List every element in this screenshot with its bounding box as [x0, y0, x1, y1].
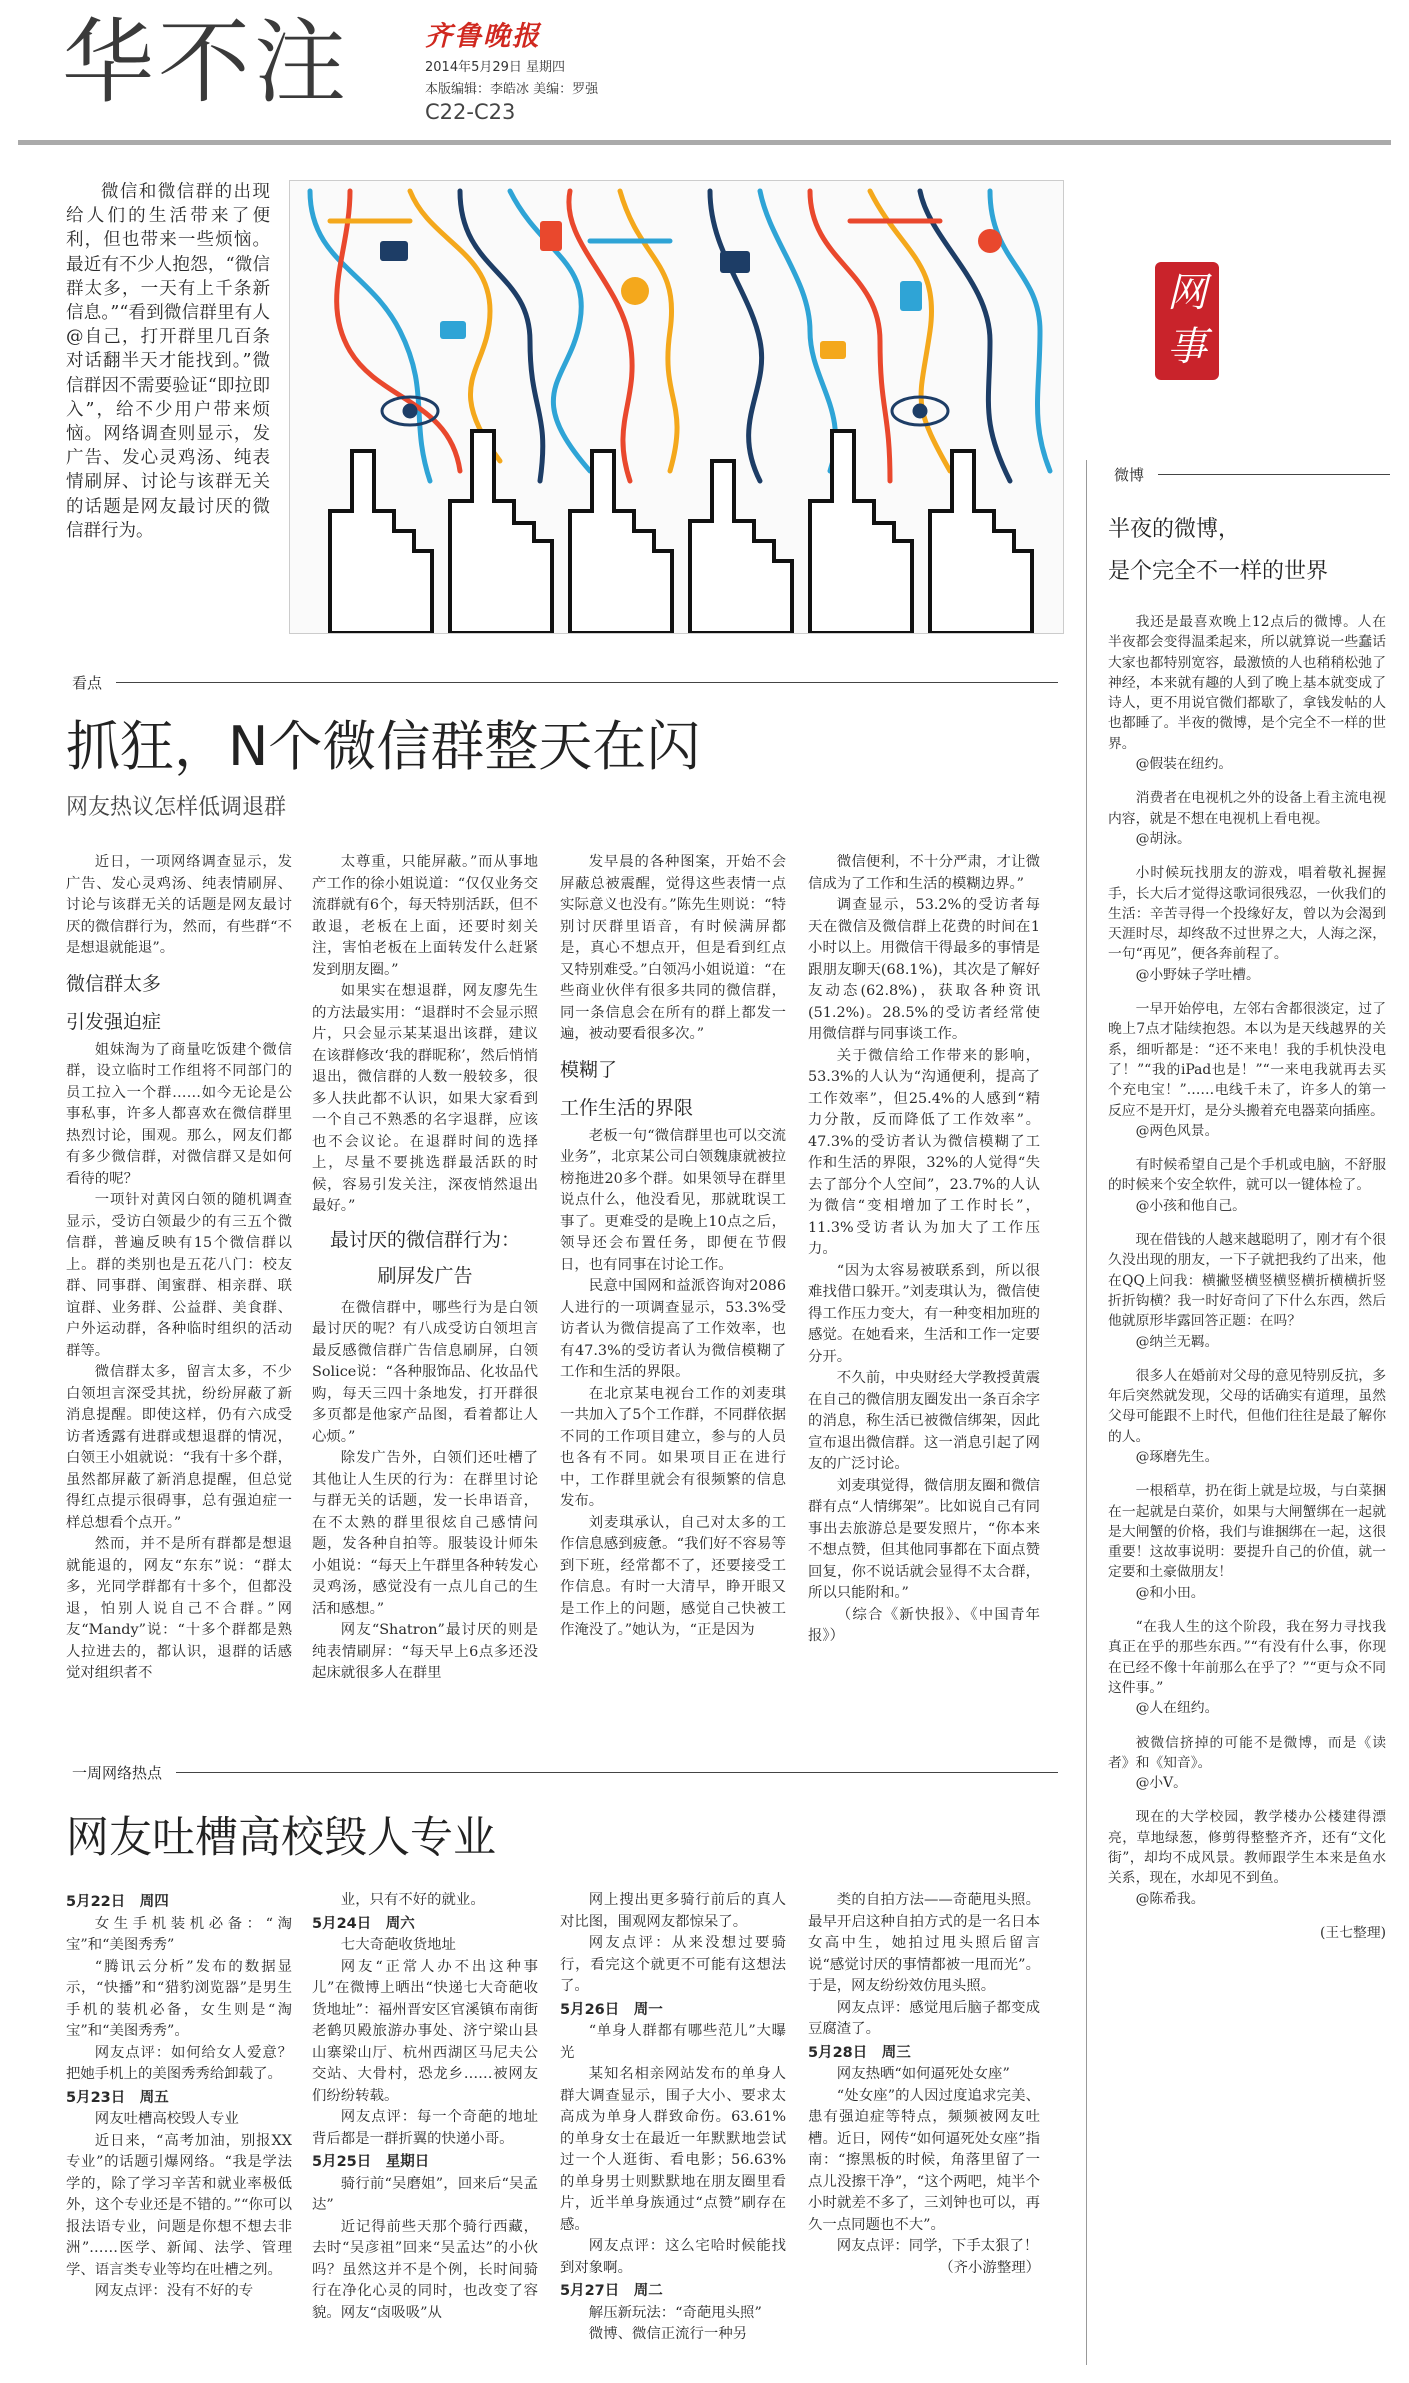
paragraph: 解压新玩法：“奇葩甩头照”: [588, 2304, 762, 2321]
paragraph: 发早晨的各种图案，开始不会屏蔽总被震醒，觉得这些表情一点实际意义也没有。”陈先生则说：“特别讨厌群里语音，有时候满屏都是，真心不想点开，但是看到红点又特别难受。”白领冯小姐说道：“在些商业伙伴有很多共同的微信群，同一条信息会在所有的群上都发一遍，被动要看很多次。”: [560, 854, 786, 1042]
masthead: [0, 0, 1409, 150]
paragraph: 如果实在想退群，网友廖先生的方法最实用：“退群时不会显示照片，只会显示某某退出该群，建议在该群修改‘我的群昵称’，然后悄悄退出，微信群的人数一般较多，很多人扶此都不认识，如果大家看到一个自己不熟悉的名字退群，应该也不会议论。在退群时间的选择上，尽量不要挑选群最活跃的时候，容易引发关注，深夜悄然退出最好。”: [312, 983, 538, 1214]
weibo-post: 消费者在电视机之外的设备上看主流电视内容，就是不想在电视机上看电视。: [1108, 790, 1386, 827]
intro-text: 微信和微信群的出现给人们的生活带来了便利，但也带来一些烦恼。最近有不少人抱怨，“微信群太多，一天有上千条新信息。”“看到微信群里有人@自己，打开群里几百条对话翻半天才能找到。”微信群因不需要验证“即拉即入”，给不少用户带来烦恼。网络调查则显示，发广告、发心灵鸡汤、纯表情刷屏、讨论与该群无关的话题是网友最讨厌的微信群行为。: [66, 182, 270, 541]
paragraph: 一项针对黄冈白领的随机调查显示，受访白领最少的有三五个微信群，普遍反映有15个微信群以上。群的类别也是五花八门：校友群、同事群、闺蜜群、相亲群、联谊群、业务群、公益群、美食群、户外运动群，各种临时组织的活动群等。: [66, 1192, 292, 1359]
pointing-hands: [330, 431, 1032, 633]
weekly-kicker: 一周网络热点: [66, 1762, 176, 1783]
paragraph: 网友点评：从来没想过要骑行，看完这个就更不可能有这想法了。: [560, 1935, 786, 1994]
paragraph: 近日，一项网络调查显示，发广告、发心灵鸡汤、纯表情刷屏、讨论与该群无关的话题是网友最讨厌的微信群行为，然而，有些群“不是想退就能退”。: [66, 854, 292, 956]
date-heading: 5月25日 星期日: [312, 2154, 430, 2170]
weekly-headline: 网友吐槽高校毁人专业: [66, 1813, 496, 1863]
paragraph: 在微信群中，哪些行为是白领最讨厌的呢？有八成受访白领坦言最反感微信群广告信息刷屏，白领Solice说：“各种服饰品、化妆品代购，每天三四十条地发，打开群很多页都是他家产品图，看着都让人心烦。”: [312, 1299, 538, 1445]
main-kicker: 看点: [66, 672, 116, 693]
paragraph: 网友点评：同学，下手太狠了！: [836, 2238, 1039, 2254]
paragraph: “单身人群都有哪些范儿”大曝光: [560, 2023, 786, 2061]
paragraph: 业，只有不好的就业。: [340, 1892, 485, 1908]
weibo-author: @人在纽约。: [1135, 1700, 1219, 1717]
paragraph: 刘麦琪觉得，微信朋友圈和微信群有点“人情绑架”。比如说自己有同事出去旅游总是要发照片，“你本来不想点赞，但其他同事都在下面点赞回复，你不说话就会显得不太合群，所以只能附和。”: [808, 1477, 1040, 1601]
paragraph: 近日来，“高考加油，别报XX专业”的话题引爆网络。“我是学法学的，除了学习辛苦和就业率极低外，这个专业还是不错的。”“你可以报法语专业，问题是你想不想去非洲”……医学、新闻、法学、管理学、语言类专业等均在吐槽之列。: [66, 2132, 292, 2278]
weibo-author: @琢磨先生。: [1135, 1448, 1219, 1465]
net-headline-2: 是个完全不一样的世界: [1108, 559, 1329, 584]
weibo-author: @小野妹子学吐槽。: [1135, 966, 1260, 983]
paragraph: 调查显示，53.2%的受访者每天在微信及微信群上花费的时间在1小时以上。用微信干得最多的事情是跟朋友聊天(68.1%)，其次是了解好友动态(62.8%)，获取各种资讯(51.2%)。28.5%的受访者经常使用微信群与同事谈工作。: [808, 897, 1040, 1042]
subhead: 工作生活的界限: [560, 1096, 694, 1119]
paragraph: 网友“Shatron”最讨厌的则是纯表情刷屏：“每天早上6点多还没起床就很多人在群里: [312, 1622, 538, 1681]
weibo-author: @和小田。: [1135, 1584, 1205, 1601]
main-deck: 网友热议怎样低调退群: [66, 795, 287, 820]
weibo-author: @小孩和他自己。: [1135, 1197, 1246, 1214]
paragraph: 不久前，中央财经大学教授黄震在自己的微信朋友圈发出一条百余字的消息，称生活已被微信绑架，因此宣布退出微信群。这一消息引起了网友的广泛讨论。: [808, 1370, 1040, 1472]
paragraph: 除发广告外，白领们还吐槽了其他让人生厌的行为：在群里讨论与群无关的话题，发一长串语音，在不太熟的群里很炫自己感情问题，发各种自拍等。服装设计师朱小姐说：“每天上午群里各种转发心灵鸡汤，感觉没有一点儿自己的生活和感想。”: [312, 1450, 538, 1617]
paragraph: 在北京某电视台工作的刘麦琪一共加入了5个工作群，不同群依据不同的工作项目建立，参与的人员也各有不同。如果项目正在进行中，工作群里就会有很频繁的信息发布。: [560, 1385, 786, 1509]
page-range: C22-C23: [425, 100, 516, 124]
net-story-body: [1108, 612, 1386, 2372]
paragraph: 网友点评：感觉甩后脑子都变成豆腐渣了。: [808, 1999, 1040, 2037]
paragraph: 关于微信给工作带来的影响，53.3%的人认为“沟通便利，提高了工作效率”，但25.4%的人感到“精力分散，反而降低了工作效率”。47.3%的受访者认为微信模糊了工作和生活的界限，32%的人觉得“失去了部分个人空间”，23.7%的人认为微信“变相增加了工作时长”，11.3%受访者认为加大了工作压力。: [808, 1047, 1040, 1257]
paragraph: 姐妹淘为了商量吃饭建个微信群，设立临时工作组将不同部门的员工拉入一个群……如今无论是公事私事，许多人都喜欢在微信群里热烈讨论，围观。那么，网友们都有多少微信群，对微信群又是如何看待的呢？: [66, 1041, 292, 1187]
net-headline-1: 半夜的微博，: [1108, 517, 1241, 542]
date-heading: 5月24日 周六: [312, 1915, 415, 1932]
paragraph: “处女座”的人因过度追求完美、患有强迫症等特点，频频被网友吐槽。近日，网传“如何逼死处女座”指南：“擦黑板的时候，角落里留了一点儿没擦干净”，“这个两吧，炖半个小时就差不多了，三刘钟也可以，再久一点同题也不大”。: [808, 2087, 1040, 2233]
weibo-author: @小V。: [1135, 1775, 1187, 1792]
paragraph: 太尊重，只能屏蔽。”而从事地产工作的徐小姐说道：“仅仅业务交流群就有6个，每天特别活跃，但不敢退，老板在上面，还要时刻关注，害怕老板在上面转发什么赶紧发到朋友圈。”: [312, 854, 538, 978]
paragraph: 网友点评：这么宅哈时候能找到对象啊。: [560, 2238, 786, 2276]
masthead-rule: [18, 140, 1391, 145]
paper-name-logo: 齐鲁晚报: [425, 21, 541, 52]
hero-illustration: [289, 180, 1064, 634]
weibo-post: 现在借钱的人越来越聪明了，刚才有个很久没出现的朋友，一下子就把我约了出来，他在QQ上问我：横撇竖横竖横竖横折横横折竖折折钩横？我一时好奇问了下什么东西，然后他就原形毕露回答正题：在吗？: [1108, 1232, 1386, 1330]
weibo-post: 一早开始停电，左邻右舍都很淡定，过了晚上7点才陆续抱怨。本以为是天线越界的关系，细听都是：“还不来电！我的手机快没电了！”“我的iPad也是！”“一来电我就再去买个充电宝！”……电线千未了，许多人的第一反应不是开灯，是分头搬着充电器菜向插座。: [1108, 1001, 1386, 1119]
paragraph: 网友点评：每一个奇葩的地址背后都是一群折翼的快递小哥。: [312, 2109, 538, 2147]
weibo-post: “在我人生的这个阶段，我在努力寻找我真正在乎的那些东西。”“有没有什么事，你现在已经不像十年前那么在乎了？”“更与众不同这件事。”: [1108, 1619, 1386, 1696]
weekly-kicker-rule: [66, 1772, 1058, 1773]
date-heading: 5月26日 周一: [560, 2001, 663, 2018]
paragraph: 七大奇葩收货地址: [340, 1937, 456, 1953]
date-heading: 5月28日 周三: [808, 2044, 911, 2061]
date-heading: 5月23日 周五: [66, 2089, 169, 2106]
paragraph: 民意中国网和益派咨询对2086人进行的一项调查显示，53.3%受访者认为微信提高了工作效率，也有47.3%的受访者认为微信模糊了工作和生活的界限。: [560, 1278, 786, 1380]
paragraph: 刘麦琪承认，自己对太多的工作信息感到疲惫。“我们好不容易等到下班，经常都不了，还要接受工作信息。有时一大清早，睁开眼又是工作上的问题，感觉自己快被工作淹没了。”她认为，“正是因为: [560, 1514, 786, 1638]
badge-bottom-char: 事: [1167, 324, 1207, 370]
paragraph: 然而，并不是所有群都是想退就能退的，网友“东东”说：“群太多，光同学群都有十多个，但都没退，怕别人说自己不合群。”网友“Mandy”说：“十多个群都是熟人拉进去的，都认识，退群的话感觉对组织者不: [66, 1536, 292, 1681]
date-heading: 5月27日 周二: [560, 2283, 663, 2299]
compiler-credit: （齐小游整理）: [939, 2259, 1040, 2276]
weekly-col-3: [560, 1890, 786, 2368]
date-line: 2014年5月29日 星期四: [425, 60, 566, 75]
paragraph: 老板一句“微信群里也可以交流业务”，北京某公司白领魏康就被拉榜拖进20多个群。如果领导在群里说点什么，他没看见，那就耽误工事了。更难受的是晚上10点之后，领导还会布置任务，即便在节假日，也有同事在讨论工作。: [560, 1127, 786, 1273]
kicker-rule: [66, 682, 1058, 683]
weibo-post: 有时候希望自己是个手机或电脑，不舒服的时候来个安全软件，就可以一键体检了。: [1108, 1157, 1386, 1194]
paragraph: 微信群太多，留言太多，不少白领坦言深受其扰，纷纷屏蔽了新消息提醒。即使这样，仍有六成受访者透露有进群或想退群的情况，白领王小姐就说：“我有十多个群，虽然都屏蔽了新消息提醒，但总觉得红点提示很碍事，总有强迫症一样总想看个点开。”: [66, 1364, 292, 1531]
subhead: 模糊了: [560, 1058, 618, 1081]
paragraph: 微信便利，不十分严肃，才让微信成为了工作和生活的模糊边界。”: [808, 854, 1040, 892]
eye-icons: [382, 397, 948, 425]
weibo-post: 小时候玩找朋友的游戏，唱着敬礼握握手，长大后才觉得这歌词很残忍，一伙我们的生活：辛苦寻得一个投缘好友，曾以为会渴到天涯时尽，却终敌不过世界之大，人海之深，一句“再见”，便各奔前程了。: [1108, 865, 1386, 963]
date-heading: 5月22日 周四: [66, 1894, 169, 1910]
weekly-col-2: [312, 1890, 538, 2368]
column-badge: [1155, 262, 1219, 380]
paragraph: 女生手机装机必备：“淘宝”和“美图秀秀”: [66, 1915, 292, 1953]
paragraph: 网友吐槽高校毁人专业: [94, 2111, 239, 2127]
weibo-author: @胡泳。: [1135, 830, 1191, 847]
paragraph: 网友点评：如何给女人爱意？把她手机上的美图秀秀给卸载了。: [66, 2044, 292, 2082]
subhead: 微信群太多: [66, 972, 162, 995]
paragraph: 类的自拍方法——奇葩甩头照。最早开启这种自拍方式的是一名日本女高中生，她拍过甩头照后留言说“感觉讨厌的事情都被一甩而光”。于是，网友纷纷效仿甩头照。: [808, 1892, 1040, 1994]
weibo-author: @假装在纽约。: [1135, 756, 1233, 773]
weibo-author: @两色风景。: [1135, 1122, 1219, 1139]
paragraph: 网友热晒“如何逼死处女座”: [836, 2066, 1010, 2082]
paragraph: （综合《新快报》、《中国青年报》）: [808, 1606, 1040, 1644]
weibo-post: 被微信挤掉的可能不是微博，而是《读者》和《知音》。: [1108, 1734, 1386, 1771]
editor-line: 本版编辑：李皓冰 美编：罗强: [425, 82, 599, 97]
weibo-author: @陈希我。: [1135, 1890, 1205, 1907]
badge-top-char: 网: [1167, 270, 1207, 316]
weibo-post: 现在的大学校园，教学楼办公楼建得漂亮，草地绿葱，修剪得整整齐齐，还有“文化街”，却均不成风景。教师跟学生本来是鱼水关系，现在，水却见不到鱼。: [1108, 1809, 1386, 1887]
weibo-author: @纳兰无羁。: [1135, 1333, 1219, 1350]
section-title: 华不注: [62, 9, 351, 116]
paragraph: 微博、微信正流行一种另: [588, 2326, 748, 2342]
net-compiler-credit: (王七整理): [1320, 1924, 1386, 1941]
network-hands-illustration: [290, 181, 1063, 633]
paragraph: 网上搜出更多骑行前后的真人对比图，围观网友都惊呆了。: [560, 1892, 786, 1930]
main-headline: 抓狂，N个微信群整天在闪: [66, 715, 701, 778]
paragraph: 网友“正常人办不出这种事儿”在微博上晒出“快递七大奇葩收货地址”：福州晋安区官溪镇布南街老鹤贝殿旅游办事处、济宁梁山县山寨梁山厅、杭州西湖区马尼夫公交站、大骨村，恐龙乡……被网友们纷纷转载。: [312, 1958, 538, 2104]
paragraph: 近记得前些天那个骑行西藏，去时“吴彦祖”回来“吴孟达”的小伙吗？虽然这并不是个例，长时间骑行在净化心灵的同时，也改变了容貌。网友“卤吸吸”从: [312, 2218, 538, 2321]
paragraph: “因为太容易被联系到，所以很难找借口躲开。”刘麦琪认为，微信使得工作压力变大，有一种变相加班的感觉。在她看来，生活和工作一定要分开。: [808, 1262, 1040, 1365]
subhead: 引发强迫症: [66, 1010, 162, 1033]
weekly-col-4: [808, 1890, 1040, 2368]
right-column-divider: [1086, 460, 1087, 2365]
weibo-post: 很多人在婚前对父母的意见特别反抗，多年后突然就发现，父母的话确实有道理，虽然父母可能跟不上时代，但他们往往是最了解你的人。: [1108, 1367, 1386, 1445]
paragraph: 某知名相亲网站发布的单身人群大调查显示，围子大小、要求太高成为单身人群致命伤。63.61%的单身女士在最近一年默默地尝试过一个人逛街、看电影；56.63%的单身男士则默默地在朋友圈里看片，近半单身族通过“点赞”刷存在感。: [560, 2066, 786, 2233]
paragraph: “腾讯云分析”发布的数据显示，“快播”和“猎豹浏览器”是男生手机的装机必备，女生则是“淘宝”和“美图秀秀”。: [66, 1958, 292, 2039]
weibo-post: 一根稻草，扔在街上就是垃圾，与白菜捆在一起就是白菜价，如果与大闸蟹绑在一起就是大闸蟹的价格，我们与谁捆绑在一起，这很重要！这故事说明：要提升自己的价值，就一定要和土豪做朋友！: [1108, 1483, 1386, 1581]
paragraph: 网友点评：没有不好的专: [94, 2283, 254, 2299]
subhead: 最讨厌的微信群行为：: [329, 1228, 520, 1251]
weekly-col-1: [66, 1890, 292, 2368]
subhead: 刷屏发广告: [377, 1264, 473, 1287]
net-tag: 微博: [1108, 464, 1158, 485]
weibo-post: 我还是最喜欢晚上12点后的微博。人在半夜都会变得温柔起来，所以就算说一些蠢话大家也都特别宽容，最激愤的人也稍稍松弛了神经，本来就有趣的人到了晚上基本就变成了诗人，更不用说官微们都歇了，拿钱发帖的人也都睡了。半夜的微博，是个完全不一样的世界。: [1108, 614, 1386, 752]
paragraph: 骑行前“吴磨姐”，回来后“吴孟达”: [312, 2175, 538, 2213]
